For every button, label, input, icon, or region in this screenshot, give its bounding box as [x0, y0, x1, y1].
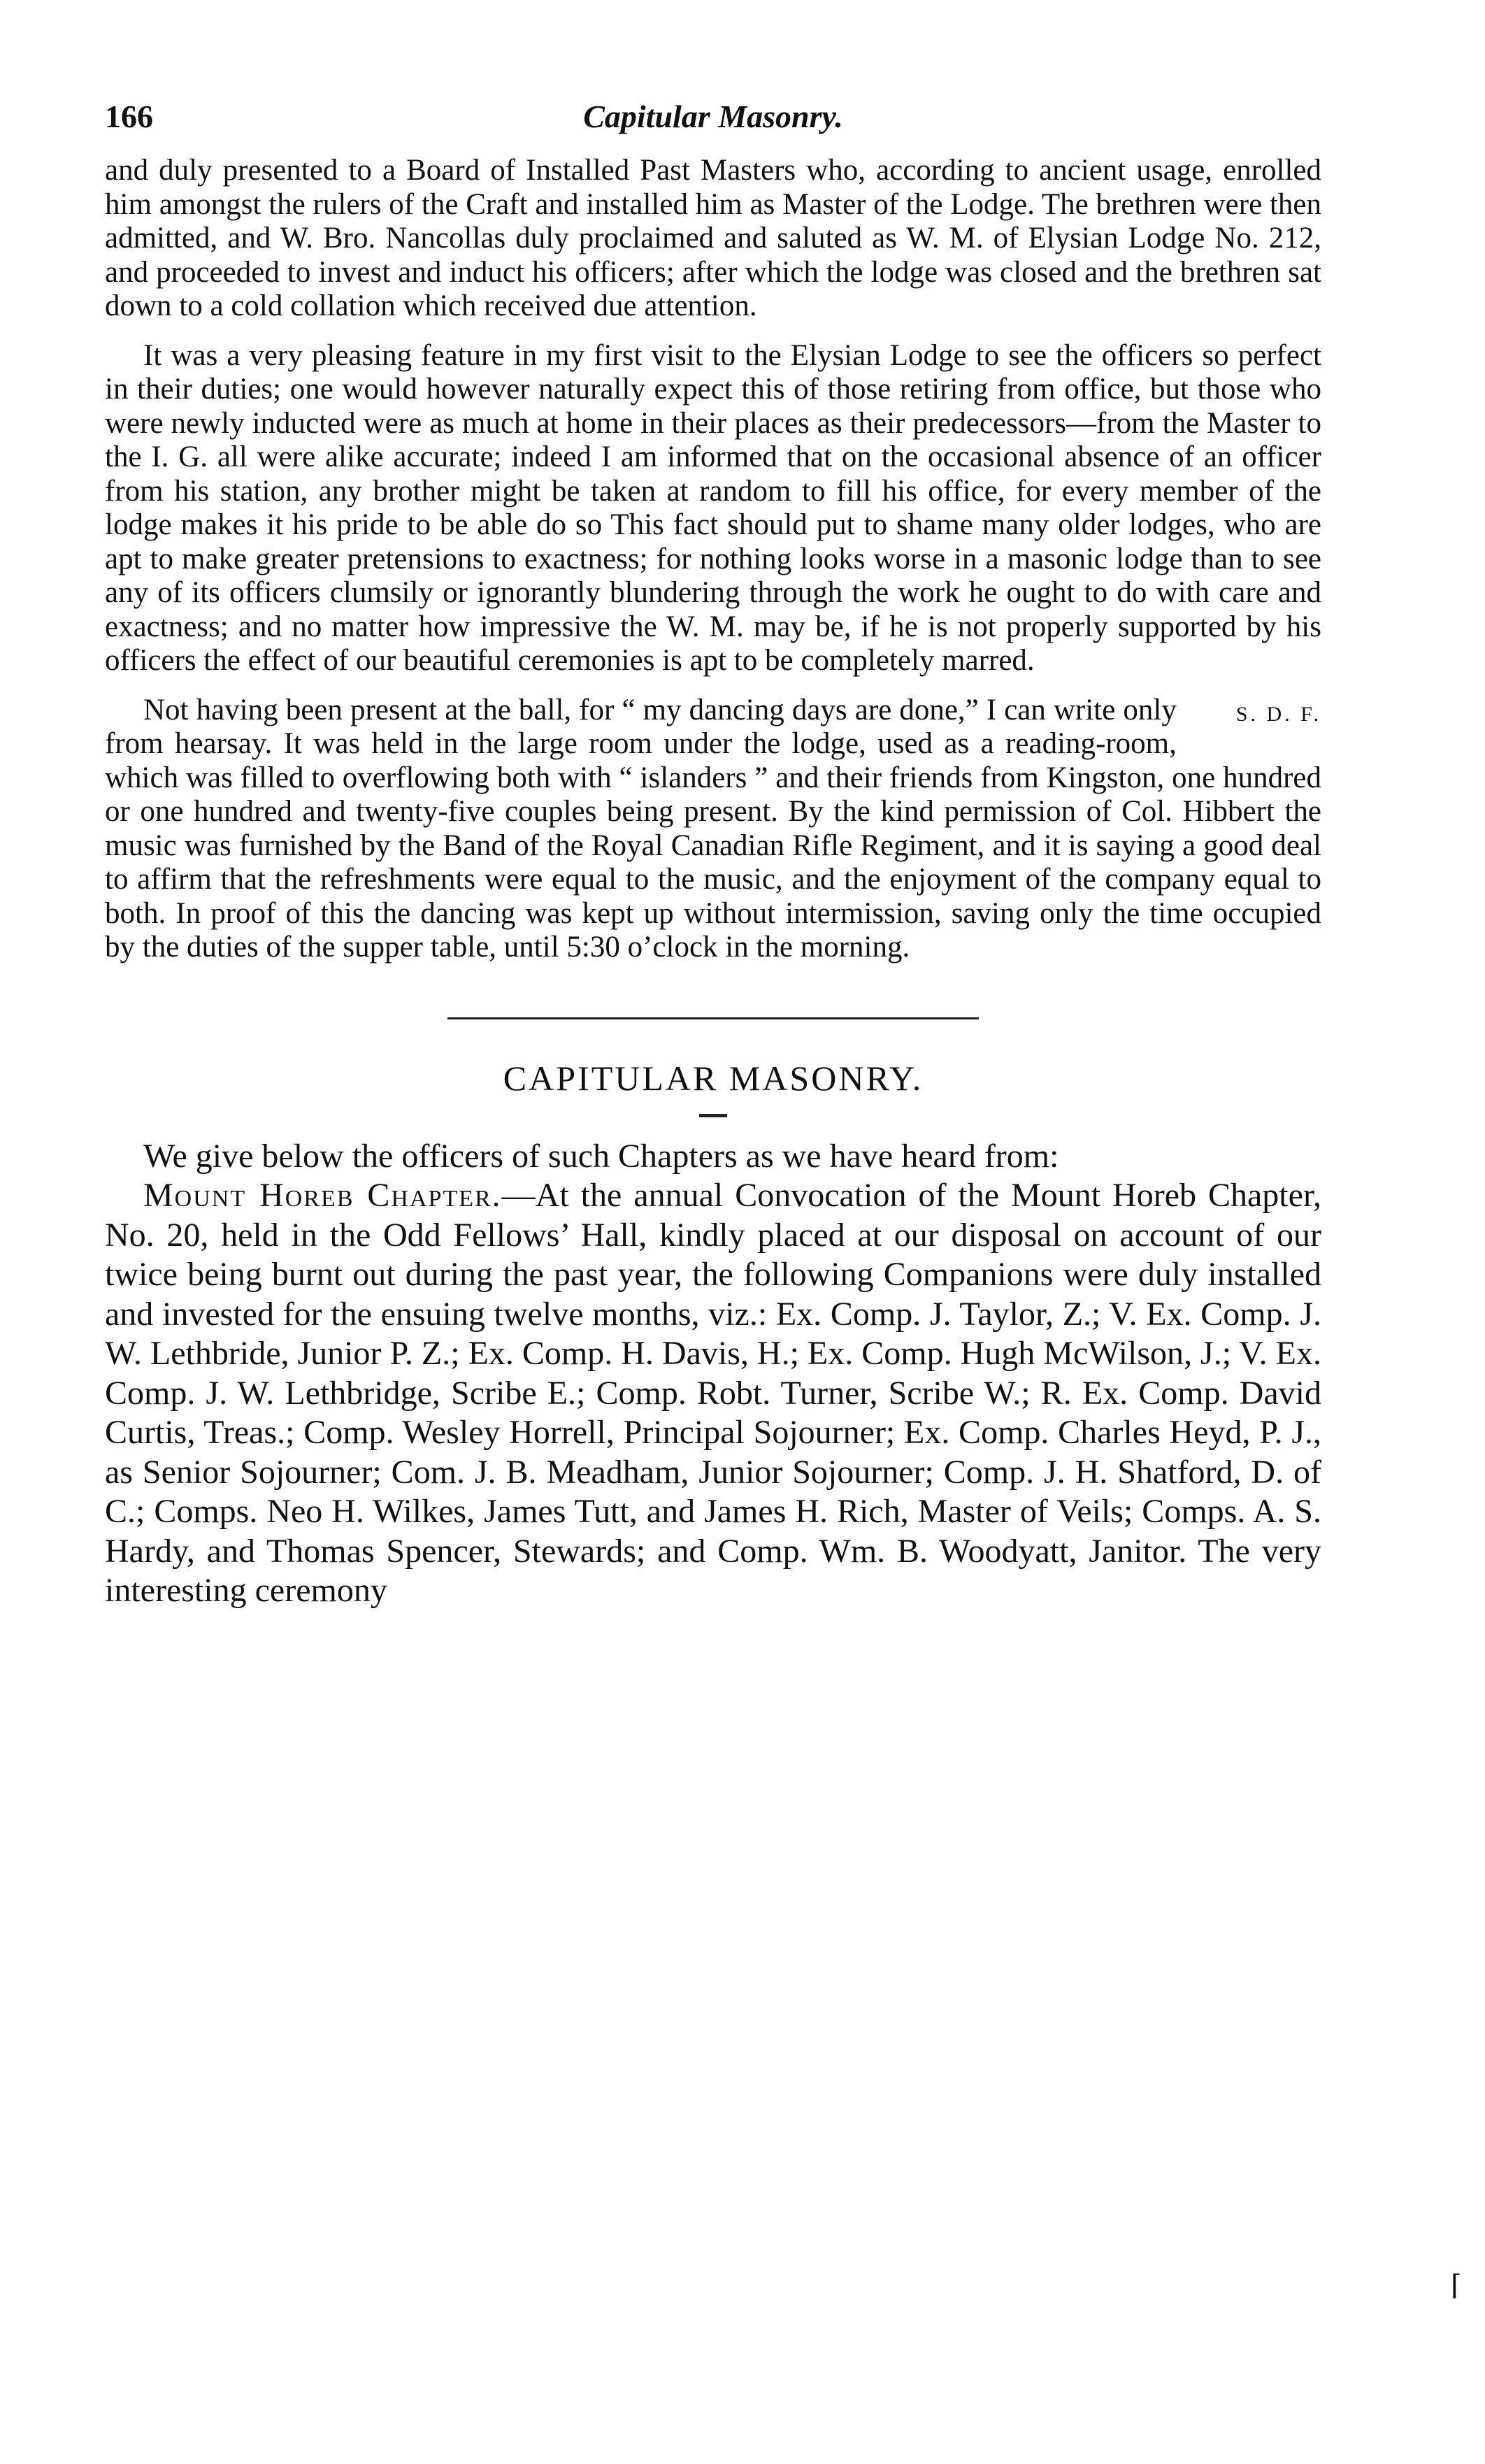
- article-paragraph-3: [105, 694, 1321, 965]
- section-title: CAPITULAR MASONRY.: [503, 1058, 924, 1098]
- section-divider: [447, 1017, 979, 1019]
- chapter-entry: [105, 1176, 1321, 1611]
- running-head: [105, 98, 1321, 154]
- article-paragraph-2: It was a very pleasing feature in my first visit to the Elysian Lodge to see the officers so perfect in their duties; one would however naturally expect this of those retiring from office, but those who were newly inducted were as much at home in their places as their predecessors—from the Master to the I. G. all were alike accurate; indeed I am informed that on the occasional absence of an officer from his station, any brother might be taken at random to fill his office, for every member of the lodge makes it his pride to be able do so This fact should put to shame many older lodges, who are apt to make greater pretensions to exactness; for nothing looks worse in a masonic lodge than to see any of its officers clumsily or ignorantly blundering through the work he ought to do with care and exactness; and no matter how impressive the W. M. may be, if he is not properly supported by his officers the effect of our beautiful ceremonies is apt to be completely marred.: [105, 338, 1321, 677]
- section-intro: We give below the officers of such Chapters as we have heard from:: [143, 1137, 1059, 1175]
- title-dash: [699, 1114, 727, 1117]
- chapter-entry-heading: Mount Horeb Chapter.: [143, 1177, 502, 1214]
- article-paragraph-3-text: Not having been present at the ball, for “ my dancing days are done,” I can write only from hearsay. It was held in the large room under the lodge, used as a reading-room, which was filled to overflowing both with “ islanders ” and their friends from Kingston, one hundred or one hundred and twenty-five couples being present. By the kind permission of Col. Hibbert the music was furnished by the Band of the Royal Canadian Rifle Regiment, and it is saying a good deal to affirm that the refreshments were equal to the music, and the enjoyment of the company equal to both. In proof of this the dancing was kept up without intermission, saving only the time occupied by the duties of the supper table, until 5:30 o’clock in the morning.: [105, 693, 1321, 964]
- margin-mark: ⌈: [1451, 2270, 1462, 2301]
- signature: S. D. F.: [1235, 702, 1321, 726]
- running-title: Capitular Masonry.: [583, 99, 843, 134]
- page-number: 166: [105, 99, 153, 134]
- article-paragraph-1: and duly presented to a Board of Installed Past Masters who, according to ancient usage, enrolled him amongst the rulers of the Craft and installed him as Master of the Lodge. The brethren were then admitted, and W. Bro. Nancollas duly proclaimed and saluted as W. M. of Elysian Lodge No. 212, and proceeded to invest and induct his officers; after which the lodge was closed and the brethren sat down to a cold collation which received due attention.: [105, 154, 1321, 322]
- chapter-entry-text: —At the annual Convocation of the Mount Horeb Chapter, No. 20, held in the Odd Fellows’ Hall, kindly placed at our disposal on account of our twice being burnt out during the past year, the following Companions were duly installed and invested for the ensuing twelve months, viz.: Ex. Comp. J. Taylor, Z.; V. Ex. Comp. J. W. Lethbride, Junior P. Z.; Ex. Comp. H. Davis, H.; Ex. Comp. Hugh McWilson, J.; V. Ex. Comp. J. W. Lethbridge, Scribe E.; Comp. Robt. Turner, Scribe W.; R. Ex. Comp. David Curtis, Treas.; Comp. Wesley Horrell, Principal Sojourner; Ex. Comp. Charles Heyd, P. J., as Senior Sojourner; Com. J. B. Meadham, Junior Sojourner; Comp. J. H. Shatford, D. of C.; Comps. Neo H. Wilkes, James Tutt, and James H. Rich, Master of Veils; Comps. A. S. Hardy, and Thomas Spencer, Stewards; and Comp. Wm. B. Woodyatt, Janitor. The very interesting ceremony: [105, 1177, 1322, 1609]
- page: [105, 98, 1321, 1611]
